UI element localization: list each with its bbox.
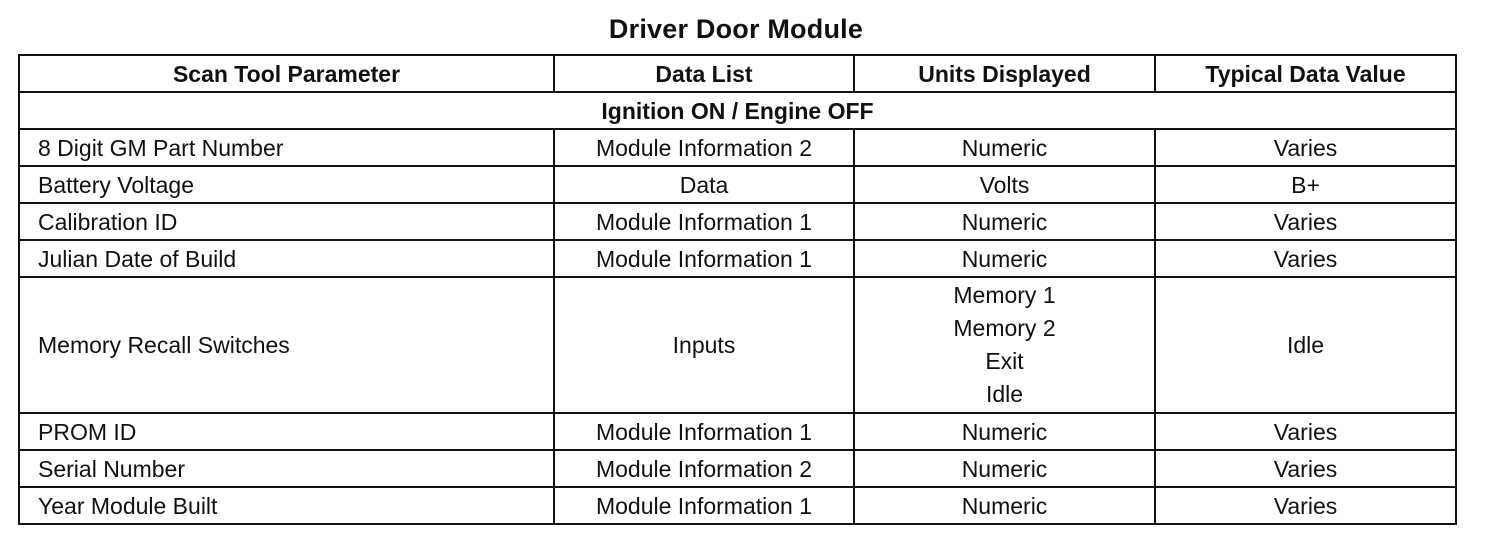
table-row [19, 166, 1456, 203]
units-cell: Numeric [854, 203, 1155, 240]
typical-value-cell: Varies [1155, 413, 1456, 450]
units-option: Memory 1 [953, 282, 1056, 308]
typical-value-cell: Varies [1155, 129, 1456, 166]
header-row [19, 55, 1456, 92]
typical-value-cell: Idle [1155, 277, 1456, 413]
table-row [19, 413, 1456, 450]
units-cell: Numeric [854, 240, 1155, 277]
table-row [19, 487, 1456, 524]
units-option: Idle [985, 381, 1024, 407]
parameter-table [18, 54, 1457, 525]
units-cell: Volts [854, 166, 1155, 203]
typical-value-cell: Varies [1155, 487, 1456, 524]
table-row [19, 277, 1456, 413]
parameter-cell: PROM ID [19, 413, 554, 450]
data-list-cell: Inputs [554, 277, 854, 413]
data-list-cell: Module Information 2 [554, 129, 854, 166]
typical-value-cell: Varies [1155, 203, 1456, 240]
data-list-cell: Data [554, 166, 854, 203]
data-list-cell: Module Information 2 [554, 450, 854, 487]
section-row [19, 92, 1456, 129]
units-cell: Numeric [854, 450, 1155, 487]
table-row [19, 129, 1456, 166]
parameter-cell: Battery Voltage [19, 166, 554, 203]
table-row [19, 450, 1456, 487]
column-header-units-displayed: Units Displayed [854, 55, 1155, 92]
parameter-cell: 8 Digit GM Part Number [19, 129, 554, 166]
typical-value-cell: Varies [1155, 240, 1456, 277]
table-row [19, 240, 1456, 277]
table-row [19, 203, 1456, 240]
column-header-typical-data-value: Typical Data Value [1155, 55, 1456, 92]
column-header-scan-tool-parameter: Scan Tool Parameter [19, 55, 554, 92]
units-cell: Numeric [854, 413, 1155, 450]
typical-value-cell: B+ [1155, 166, 1456, 203]
page-title: Driver Door Module [608, 14, 864, 44]
units-cell: Numeric [854, 487, 1155, 524]
units-option: Exit [985, 348, 1024, 374]
data-list-cell: Module Information 1 [554, 240, 854, 277]
units-cell: Numeric [854, 129, 1155, 166]
units-option: Memory 2 [953, 315, 1056, 341]
data-list-cell: Module Information 1 [554, 203, 854, 240]
typical-value-cell: Varies [1155, 450, 1456, 487]
data-list-cell: Module Information 1 [554, 487, 854, 524]
parameter-cell: Memory Recall Switches [19, 277, 554, 413]
parameter-cell: Year Module Built [19, 487, 554, 524]
column-header-data-list: Data List [554, 55, 854, 92]
section-label: Ignition ON / Engine OFF [19, 92, 1456, 129]
data-list-cell: Module Information 1 [554, 413, 854, 450]
units-cell [854, 277, 1155, 413]
parameter-cell: Julian Date of Build [19, 240, 554, 277]
parameter-cell: Calibration ID [19, 203, 554, 240]
parameter-cell: Serial Number [19, 450, 554, 487]
